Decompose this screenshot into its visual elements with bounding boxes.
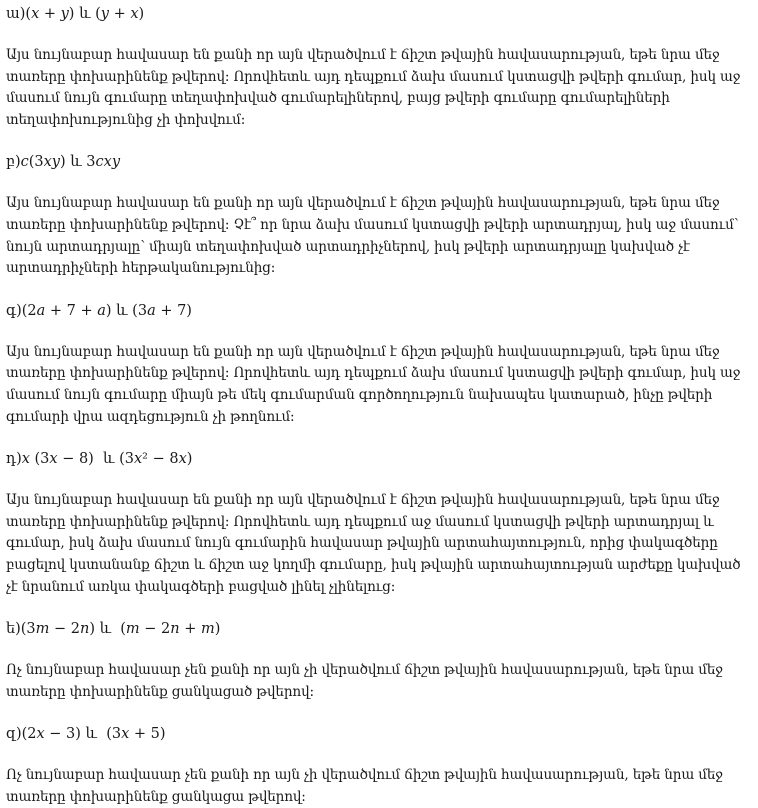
item-c-title: գ)(2𝑎 + 7 + 𝑎) և (3𝑎 + 7) xyxy=(6,302,192,319)
item-e-title: ե)(3𝑚 − 2𝑛) և (𝑚 − 2𝑛 + 𝑚) xyxy=(6,621,221,638)
item-f-title: զ)(2𝑥 − 3) և (3𝑥 + 5) xyxy=(6,726,166,743)
item-b-title: բ)𝑐(3𝑥𝑦) և 3𝑐𝑥𝑦 xyxy=(6,154,121,171)
item-f-paragraph: Ոչ նույնաբար հավասար չեն քանի որ այն չի վերածվում ճիշտ թվային հավասարության, եթե նրա մեջ տառերը փոխարինենք ցանկացա թվերով: xyxy=(6,767,723,805)
item-b-paragraph: Այս նույնաբար հավասար են քանի որ այն վերածվում է ճիշտ թվային հավասարության, եթե նրա մեջ տառերը փոխարինենք թվերով: Չէ՞ որ նրա ձախ մասում կստացվի թվերի արտադրյալ, իսկ աջ մասում՝ նույն արտադրյալը՝ միայն տեղափոխված արտադրիչներով, իսկ թվերի արտադրյալը կախված չէ արտադրիչների հերթականությունից: xyxy=(6,195,739,277)
item-c-paragraph: Այս նույնաբար հավասար են քանի որ այն վերածվում է ճիշտ թվային հավասարության, եթե նրա մեջ տառերը փոխարինենք թվերով: Որովհետև այդ դեպքում ձախ մասում կստացվի թվերի գումար, իսկ աջ մասում նույն գումարը միայն թե մեկ գումարման գործողություն նախապես կատարած, ինչը թվերի գումարի վրա ազդեցություն չի թողնում: xyxy=(6,343,741,425)
item-d-title: դ)𝑥 (3𝑥 − 8) և (3𝑥² − 8𝑥) xyxy=(6,451,193,468)
item-a-paragraph: Այս նույնաբար հավասար են քանի որ այն վերածվում է ճիշտ թվային հավասարության, եթե նրա մեջ տառերը փոխարինենք թվերով: Որովհետև այդ դեպքում ձախ մասում կստացվի թվերի գումար, իսկ աջ մասում նույն գումարը տեղափոխված գումարելիներով, բայց թվերի գումարը գումարելիների տեղափոխությունից չի փոխվում: xyxy=(6,47,741,128)
item-a-title: ա)(𝑥 + 𝑦) և (𝑦 + 𝑥) xyxy=(6,6,145,22)
item-d-paragraph: Այս նույնաբար հավասար են քանի որ այն վերածվում է ճիշտ թվային հավասարության, եթե նրա մեջ տառերը փոխարինենք թվերով: Որովհետև այդ դեպքում աջ մասում կստացվի թվերի արտադրյալ և գումար, իսկ ձախ մասում նույն գումարին հավասար թվային արտահայտություն, որից փակագծերը բացելով կստանանք ճիշտ և ճիշտ աջ կողմի գումարը, իսկ թվային արտահայտության արժեքը կախված չէ նրանում առկա փակագծերի բացված լինել չլինելուց: xyxy=(6,492,741,595)
item-e-paragraph: Ոչ նույնաբար հավասար չեն քանի որ այն չի վերածվում ճիշտ թվային հավասարության, եթե նրա մեջ տառերը փոխարինենք ցանկացած թվերով: xyxy=(6,662,723,700)
